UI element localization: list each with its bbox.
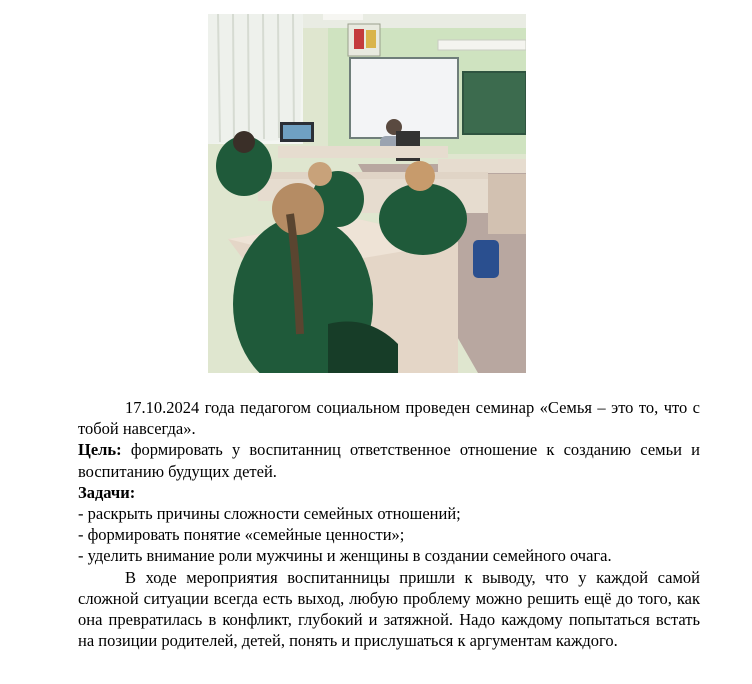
document-text [78, 397, 700, 651]
task-item: - раскрыть причины сложности семейных отношений; [78, 504, 461, 524]
goal-text: формировать у воспитанниц ответственное отношение к созданию семьи и воспитанию будущих детей. [78, 440, 700, 481]
classroom-photo [208, 14, 526, 373]
goal-paragraph [78, 439, 700, 481]
conclusion-paragraph: В ходе мероприятия воспитанницы пришли к выводу, что у каждой самой сложной ситуации всегда есть выход, любую проблему можно решить ещё до того, как она превратилась в конфликт, глубокий и затяжной. Надо каждому попытаться встать на позиции родителей, детей, понять и прислушаться к аргументам каждого. [78, 567, 700, 651]
intro-paragraph: 17.10.2024 года педагогом социальном проведен семинар «Семья – это то, что с тобой навсегда». [78, 398, 700, 439]
task-item: - уделить внимание роли мужчины и женщины в создании семейного очага. [78, 546, 612, 566]
task-item: - формировать понятие «семейные ценности»; [78, 525, 405, 545]
goal-label: Цель: [78, 440, 122, 460]
classroom-seminar-photo-icon [208, 14, 526, 373]
tasks-label: Задачи: [78, 482, 136, 502]
